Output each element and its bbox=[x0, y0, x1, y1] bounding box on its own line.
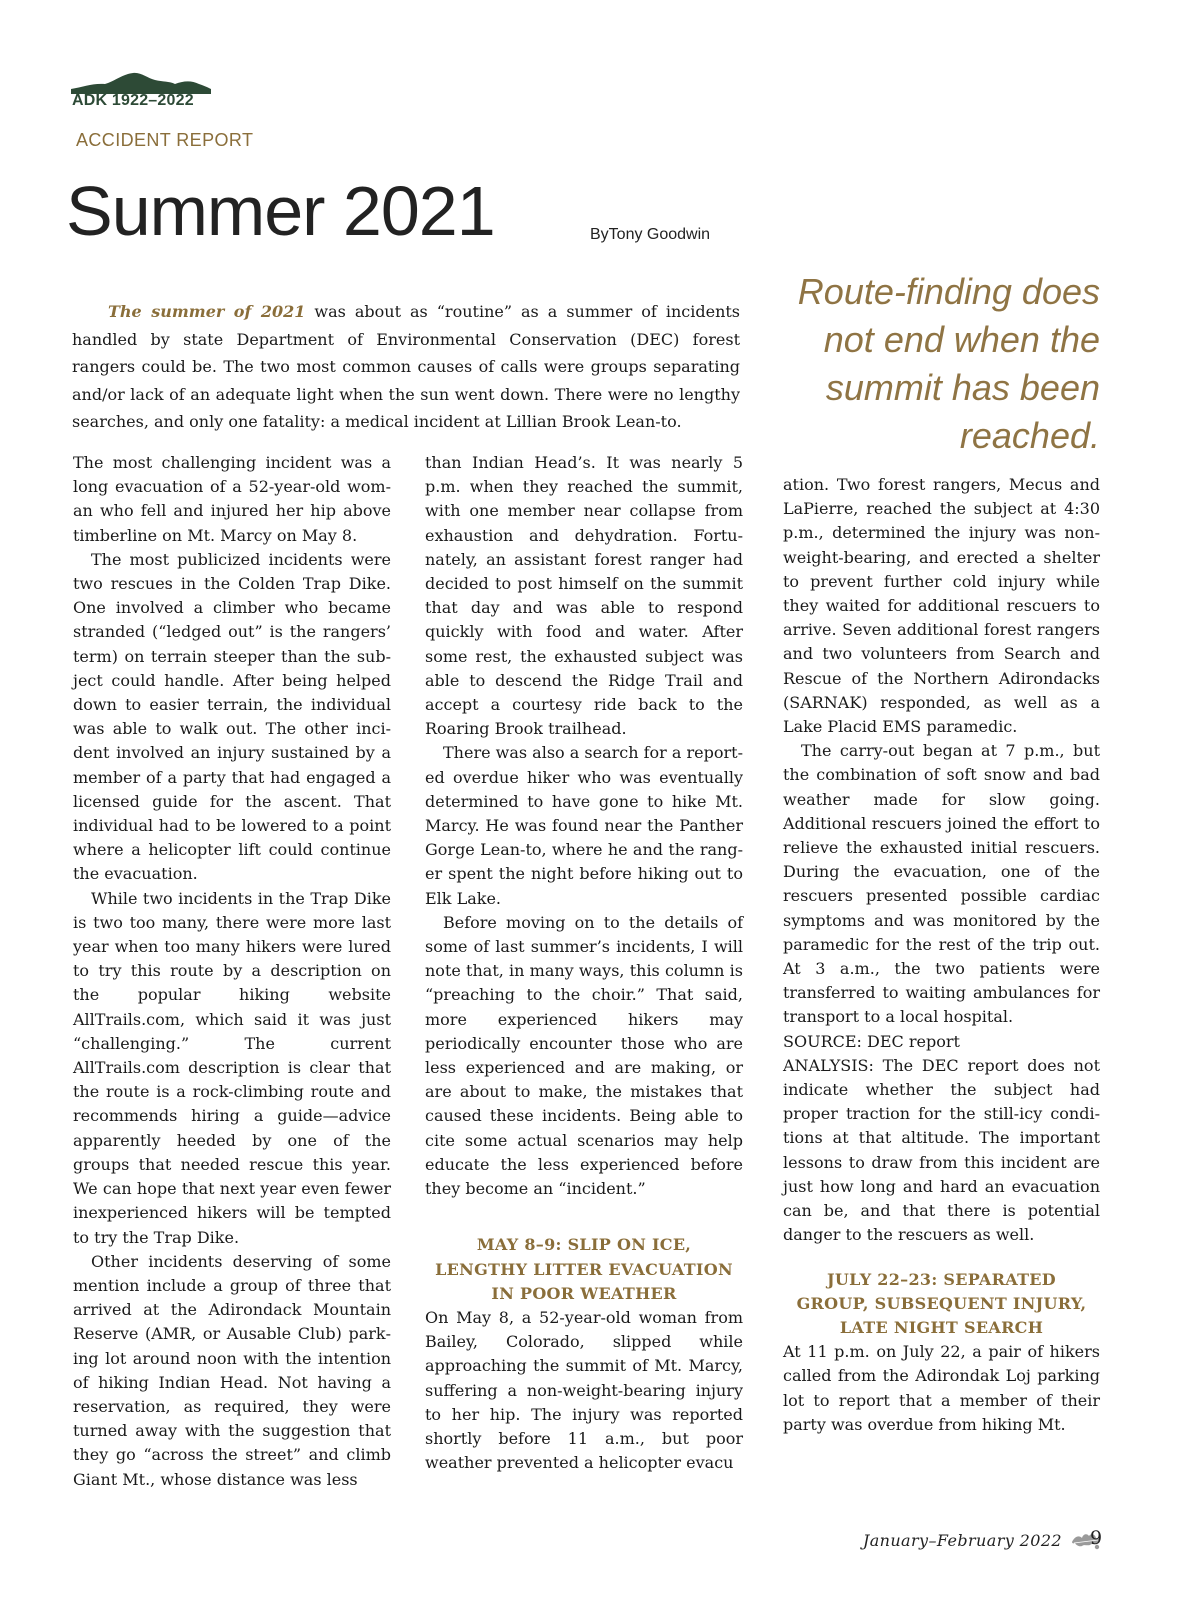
subhead-line: LENGTHY LITTER EVACUATION bbox=[435, 1259, 733, 1279]
article-column-3 bbox=[783, 473, 1100, 1437]
section-label: ACCIDENT REPORT bbox=[76, 130, 254, 150]
paragraph: On May 8, a 52-year-old woman from Bailey, Colorado, slipped while approaching the summit of Mt. Marcy, suffering a non-weight-bearing injury to her hip. The injury was reported shortly before 11 a.m., but poor weather prevented a helicopter evacu bbox=[425, 1307, 743, 1473]
lead-in: The summer of 2021 bbox=[108, 302, 306, 321]
source-line: SOURCE: DEC report bbox=[783, 1031, 960, 1051]
paragraph: There was also a search for a reported overdue hiker who was eventually determined to have gone to hike Mt. Marcy. He was found near the Panther Gorge Lean-to, where he and the ranger spent the night before hiking out to Elk Lake. bbox=[425, 743, 743, 908]
paragraph: Before moving on to the details of some of last summer’s incidents, I will note that, in many ways, this column is “preaching to the choir.” That said, more experienced hikers may periodically encounter those who are less experienced and are making, or are about to make, the mistakes that caused these incidents. Being able to cite some actual scenarios may help educate the less experienced before they become an “incident.” bbox=[425, 912, 743, 1199]
subhead-line: LATE NIGHT SEARCH bbox=[839, 1317, 1044, 1337]
brand-label: ADK 1922–2022 bbox=[72, 92, 194, 109]
article-column-1 bbox=[73, 451, 391, 1492]
page-title: Summer 2021 bbox=[66, 172, 495, 250]
subhead-line: JULY 22–23: SEPARATED bbox=[827, 1269, 1056, 1289]
paragraph: At 11 p.m. on July 22, a pair of hikers called from the Adirondak Loj parking lot to report that a member of their party was overdue from hiking Mt. bbox=[783, 1342, 1100, 1434]
intro-text: was about as “routine” as a summer of incidents handled by state Department of Environmental Conservation (DEC) forest rangers could be. The two most common causes of calls were groups separating and/or lack of an adequate light when the sun went down. There were no lengthy searches, and only one fatality: a medical incident at Lillian Brook Lean-to. bbox=[72, 302, 741, 432]
paragraph: ation. Two forest rangers, Mecus and LaPierre, reached the subject at 4:30 p.m., determined the injury was non-weight-bearing, and erected a shelter to prevent further cold injury while they waited for additional rescuers to arrive. Seven additional forest rangers and two volunteers from Search and Rescue of the Northern Adirondacks (SARNAK) responded, as well as a Lake Placid EMS paramedic. bbox=[783, 475, 1100, 737]
paragraph: The carry-out began at 7 p.m., but the combination of soft snow and bad weather made for slow going. Additional rescuers joined the effort to relieve the exhausted initial rescuers. During the evacuation, one of the rescuers presented possible cardiac symptoms and was monitored by the paramedic for the rest of the trip out. At 3 a.m., the two patients were transferred to waiting ambulances for transport to a local hospital. bbox=[783, 741, 1100, 1027]
byline: ByTony Goodwin bbox=[590, 226, 711, 243]
paragraph: While two incidents in the Trap Dike is two too many, there were more last year when too many hikers were lured to try this route by a description on the popular hiking website AllTrails.com, which said it was just “challenging.” The current AllTrails.com description is clear that the route is a rock-climbing route and recommends hiring a guide—advice apparently heeded by one of the groups that needed rescue this year. We can hope that next year even fewer inexperienced hikers will be tempted to try the Trap Dike. bbox=[73, 888, 391, 1247]
subhead-line: GROUP, SUBSEQUENT INJURY, bbox=[796, 1293, 1087, 1313]
paragraph: Other incidents deserving of some mention include a group of three that arrived at the Adirondack Mountain Reserve (AMR, or Ausable Club) parking lot around noon with the intention of hiking Indian Head. Not having a reservation, as required, they were turned away with the suggestion that they go “across the street” and climb Giant Mt., whose distance was less bbox=[73, 1251, 391, 1489]
issue-date: January–February 2022 bbox=[862, 1530, 1062, 1550]
paragraph: The most publicized incidents were two rescues in the Colden Trap Dike. One involved a climber who became stranded (“ledged out” is the rangers’ term) on terrain steeper than the subject could handle. After being helped down to easier terrain, the individual was able to walk out. The other incident involved an injury sustained by a member of a party that had engaged a licensed guide for the ascent. That individual had to be lowered to a point where a helicopter lift could continue the evacuation. bbox=[73, 549, 391, 884]
page-number: 9 bbox=[1090, 1527, 1103, 1549]
paragraph: The most challenging incident was a long evacuation of a 52-year-old woman who fell and injured her hip above timberline on Mt. Marcy on May 8. bbox=[73, 453, 391, 545]
article-column-2 bbox=[425, 451, 743, 1475]
subhead-line: IN POOR WEATHER bbox=[491, 1283, 677, 1303]
analysis-paragraph: ANALYSIS: The DEC report does not indicate whether the subject had proper traction for the still-icy conditions at that altitude. The important lessons to draw from this incident are just how long and hard an evacuation can be, and that there is potential danger to the rescuers as well. bbox=[783, 1055, 1100, 1245]
paragraph: than Indian Head’s. It was nearly 5 p.m. when they reached the summit, with one member near collapse from exhaustion and dehydration. Fortunately, an assistant forest ranger had decided to post himself on the summit that day and was able to respond quickly with food and water. After some rest, the exhausted subject was able to descend the Ridge Trail and accept a courtesy ride back to the Roaring Brook trailhead. bbox=[425, 453, 743, 739]
page-footer bbox=[863, 1530, 1102, 1550]
subhead-line: MAY 8–9: SLIP ON ICE, bbox=[476, 1235, 692, 1255]
subhead-july-22-23 bbox=[783, 1268, 1100, 1341]
pull-quote: Route-finding does not end when the summit has been reached. bbox=[797, 271, 1100, 456]
intro-paragraph bbox=[72, 298, 740, 436]
subhead-may-8-9 bbox=[425, 1233, 743, 1306]
mountain-ridge-icon bbox=[71, 72, 211, 94]
